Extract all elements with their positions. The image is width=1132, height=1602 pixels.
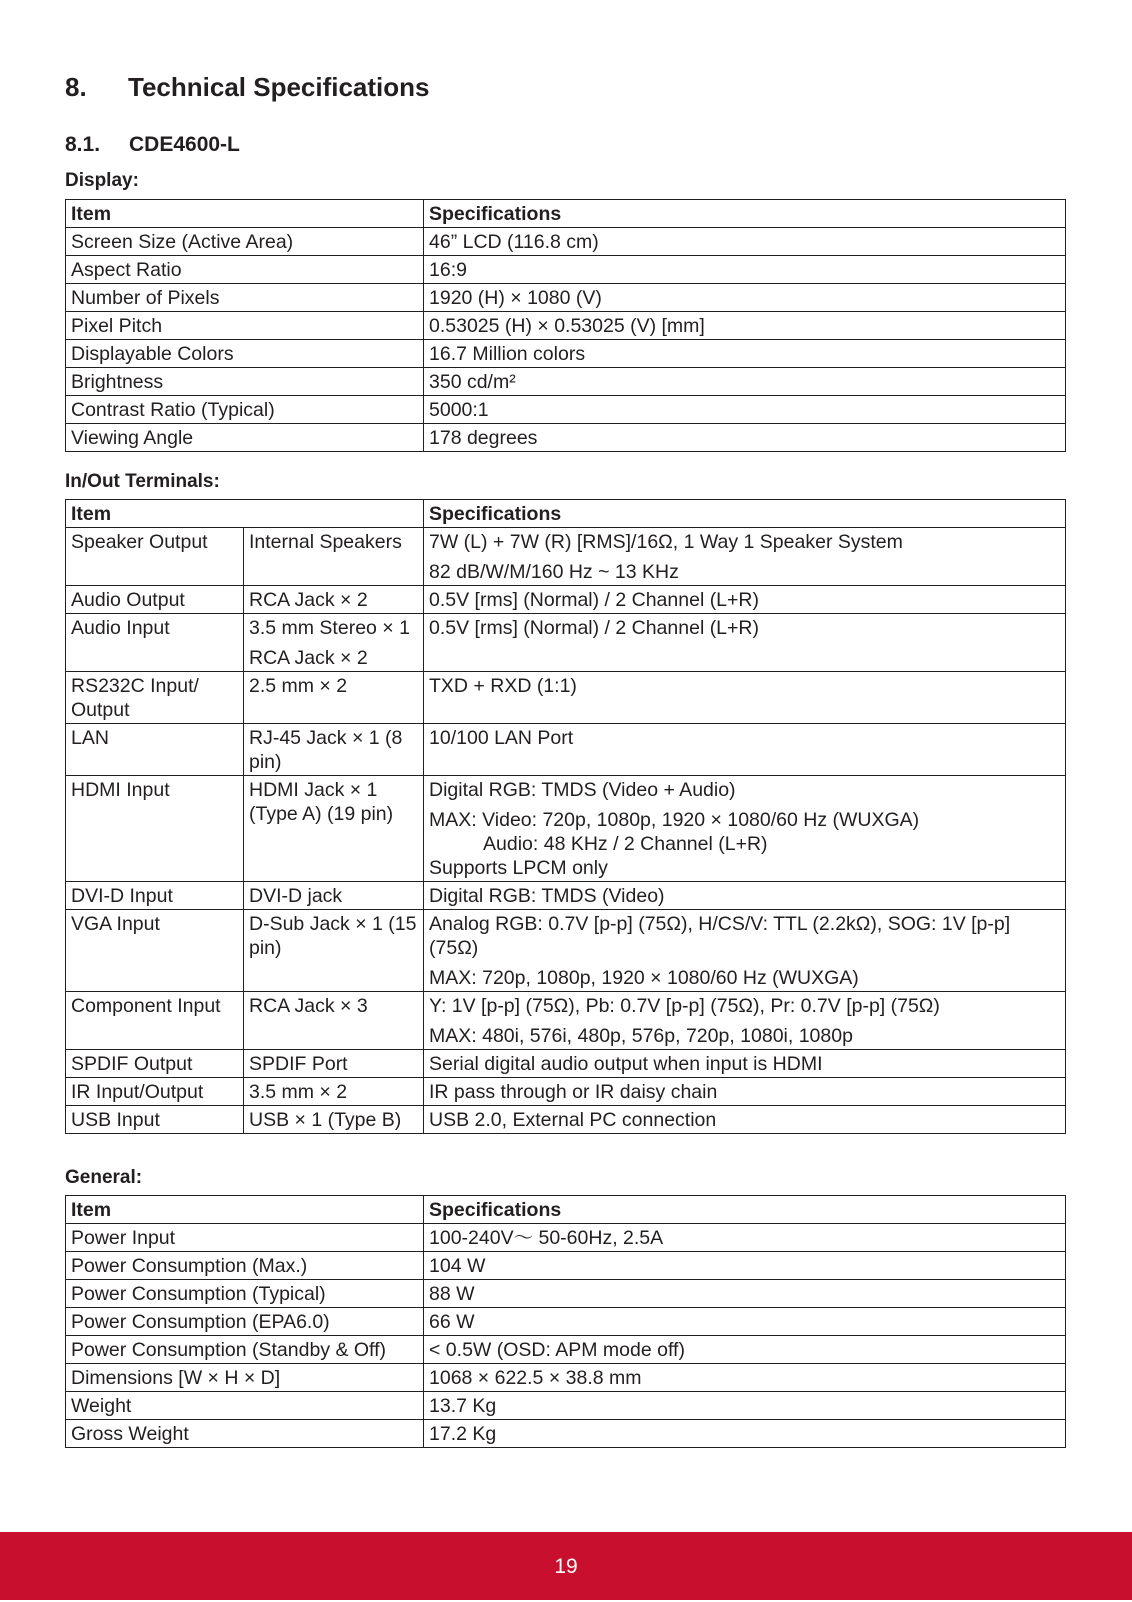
item-cell: Pixel Pitch <box>66 312 424 340</box>
header-spec: Specifications <box>424 500 1066 528</box>
table-row <box>66 1252 1066 1280</box>
item-cell: Number of Pixels <box>66 284 424 312</box>
spec-line: Analog RGB: 0.7V [p-p] (75Ω), H/CS/V: TTL (2.2kΩ), SOG: 1V [p-p] (75Ω) <box>429 913 1011 959</box>
spec-cell: 46” LCD (116.8 cm) <box>424 228 1066 256</box>
general-spec-table <box>65 1195 1066 1448</box>
header-item: Item <box>66 200 424 228</box>
spec-line: MAX: 480i, 576i, 480p, 576p, 720p, 1080i, 1080p <box>429 1025 853 1047</box>
item-cell: Audio Output <box>66 586 244 614</box>
spec-line: 10/100 LAN Port <box>429 727 574 749</box>
spec-cell: 104 W <box>424 1252 1066 1280</box>
table-row <box>66 724 1066 776</box>
item-cell: Dimensions [W × H × D] <box>66 1364 424 1392</box>
port-line: 3.5 mm × 2 <box>249 1081 348 1103</box>
table-row <box>66 1420 1066 1448</box>
spec-line: TXD + RXD (1:1) <box>429 675 577 697</box>
spec-cell <box>424 776 1066 882</box>
model-name: CDE4600-L <box>129 133 240 156</box>
display-spec-table <box>65 199 1066 452</box>
port-cell <box>244 528 424 586</box>
port-line: 3.5 mm Stereo × 1 <box>249 617 410 639</box>
port-line: HDMI Jack × 1 (Type A) (19 pin) <box>249 779 394 825</box>
item-cell: Power Consumption (Typical) <box>66 1280 424 1308</box>
table-row <box>66 396 1066 424</box>
table-row <box>66 910 1066 992</box>
spec-cell: 1920 (H) × 1080 (V) <box>424 284 1066 312</box>
table-row <box>66 368 1066 396</box>
table-row <box>66 672 1066 724</box>
item-cell: Brightness <box>66 368 424 396</box>
spec-line: 0.5V [rms] (Normal) / 2 Channel (L+R) <box>429 589 759 611</box>
general-section-label: General: <box>65 1167 143 1188</box>
item-cell: LAN <box>66 724 244 776</box>
spec-cell: 178 degrees <box>424 424 1066 452</box>
item-cell: Audio Input <box>66 614 244 672</box>
spec-cell: 17.2 Kg <box>424 1420 1066 1448</box>
item-cell: DVI-D Input <box>66 882 244 910</box>
spec-cell <box>424 528 1066 586</box>
spec-line: MAX: 720p, 1080p, 1920 × 1080/60 Hz (WUXGA) <box>429 967 859 989</box>
port-cell <box>244 1106 424 1134</box>
spec-line: 0.5V [rms] (Normal) / 2 Channel (L+R) <box>429 617 759 639</box>
table-row <box>66 340 1066 368</box>
spec-line: 82 dB/W/M/160 Hz ~ 13 KHz <box>429 561 679 583</box>
item-cell: Power Consumption (Standby & Off) <box>66 1336 424 1364</box>
spec-line: USB 2.0, External PC connection <box>429 1109 717 1131</box>
port-line: USB × 1 (Type B) <box>249 1109 402 1131</box>
spec-cell <box>424 1106 1066 1134</box>
spec-line: MAX: Video: 720p, 1080p, 1920 × 1080/60 Hz (WUXGA) <box>429 809 920 831</box>
header-spec: Specifications <box>424 200 1066 228</box>
table-row <box>66 228 1066 256</box>
subsection-title <box>65 133 240 157</box>
spec-line: Supports LPCM only <box>429 857 608 879</box>
table-header-row <box>66 500 1066 528</box>
table-row <box>66 1224 1066 1252</box>
spec-cell: < 0.5W (OSD: APM mode off) <box>424 1336 1066 1364</box>
spec-cell: 1068 × 622.5 × 38.8 mm <box>424 1364 1066 1392</box>
port-line: SPDIF Port <box>249 1053 348 1075</box>
spec-cell <box>424 586 1066 614</box>
table-header-row <box>66 200 1066 228</box>
table-row <box>66 1106 1066 1134</box>
port-cell <box>244 724 424 776</box>
port-line: RCA Jack × 2 <box>249 647 368 669</box>
spec-cell <box>424 1078 1066 1106</box>
page-number: 19 <box>554 1555 578 1578</box>
header-item: Item <box>66 1196 424 1224</box>
table-row <box>66 1392 1066 1420</box>
spec-cell: 5000:1 <box>424 396 1066 424</box>
table-row <box>66 312 1066 340</box>
spec-cell: 16.7 Million colors <box>424 340 1066 368</box>
section-title: Technical Specifications <box>128 72 430 102</box>
spec-cell: 13.7 Kg <box>424 1392 1066 1420</box>
port-cell <box>244 614 424 672</box>
table-row <box>66 586 1066 614</box>
spec-cell <box>424 724 1066 776</box>
item-cell: RS232C Input/ Output <box>66 672 244 724</box>
item-cell: Weight <box>66 1392 424 1420</box>
table-row <box>66 1078 1066 1106</box>
spec-cell <box>424 992 1066 1050</box>
port-line: 2.5 mm × 2 <box>249 675 348 697</box>
item-cell: SPDIF Output <box>66 1050 244 1078</box>
item-cell: Screen Size (Active Area) <box>66 228 424 256</box>
spec-cell <box>424 672 1066 724</box>
page-title <box>65 72 430 103</box>
terminals-section-label: In/Out Terminals: <box>65 471 220 492</box>
spec-line: Digital RGB: TMDS (Video + Audio) <box>429 779 736 801</box>
port-cell <box>244 1078 424 1106</box>
table-row <box>66 1280 1066 1308</box>
page-footer <box>0 1532 1132 1600</box>
table-row <box>66 614 1066 672</box>
item-cell: Power Input <box>66 1224 424 1252</box>
spec-cell: 100-240V〜 50-60Hz, 2.5A <box>424 1224 1066 1252</box>
port-line: RCA Jack × 3 <box>249 995 368 1017</box>
port-line: RJ-45 Jack × 1 (8 pin) <box>249 727 403 773</box>
port-cell <box>244 776 424 882</box>
table-row <box>66 256 1066 284</box>
port-line: D-Sub Jack × 1 (15 pin) <box>249 913 417 959</box>
spec-line: IR pass through or IR daisy chain <box>429 1081 718 1103</box>
table-row <box>66 528 1066 586</box>
table-row <box>66 1364 1066 1392</box>
spec-line: Audio: 48 KHz / 2 Channel (L+R) <box>483 833 768 855</box>
table-row <box>66 776 1066 882</box>
item-cell: Displayable Colors <box>66 340 424 368</box>
port-cell <box>244 992 424 1050</box>
port-line: DVI-D jack <box>249 885 343 907</box>
table-row <box>66 992 1066 1050</box>
item-cell: Power Consumption (Max.) <box>66 1252 424 1280</box>
spec-cell: 350 cd/m² <box>424 368 1066 396</box>
spec-cell: 66 W <box>424 1308 1066 1336</box>
spec-line: Digital RGB: TMDS (Video) <box>429 885 665 907</box>
spec-cell <box>424 1050 1066 1078</box>
item-cell: Speaker Output <box>66 528 244 586</box>
table-row <box>66 284 1066 312</box>
spec-line: 7W (L) + 7W (R) [RMS]/16Ω, 1 Way 1 Speaker System <box>429 531 903 553</box>
display-section-label: Display: <box>65 170 139 191</box>
port-cell <box>244 1050 424 1078</box>
item-cell: Contrast Ratio (Typical) <box>66 396 424 424</box>
table-row <box>66 1308 1066 1336</box>
spec-line: Y: 1V [p-p] (75Ω), Pb: 0.7V [p-p] (75Ω), Pr: 0.7V [p-p] (75Ω) <box>429 995 940 1017</box>
table-row <box>66 424 1066 452</box>
port-cell <box>244 672 424 724</box>
table-row <box>66 1336 1066 1364</box>
item-cell: VGA Input <box>66 910 244 992</box>
item-cell: Aspect Ratio <box>66 256 424 284</box>
spec-cell <box>424 882 1066 910</box>
item-cell: Power Consumption (EPA6.0) <box>66 1308 424 1336</box>
terminals-spec-table <box>65 499 1066 1134</box>
port-cell <box>244 586 424 614</box>
item-cell: Gross Weight <box>66 1420 424 1448</box>
spec-line: Serial digital audio output when input is HDMI <box>429 1053 823 1075</box>
spec-cell <box>424 614 1066 672</box>
header-item: Item <box>66 500 424 528</box>
spec-cell: 88 W <box>424 1280 1066 1308</box>
port-line: Internal Speakers <box>249 531 402 553</box>
spec-cell: 0.53025 (H) × 0.53025 (V) [mm] <box>424 312 1066 340</box>
spec-cell <box>424 910 1066 992</box>
section-number: 8. <box>65 72 87 102</box>
table-row <box>66 882 1066 910</box>
item-cell: IR Input/Output <box>66 1078 244 1106</box>
port-line: RCA Jack × 2 <box>249 589 368 611</box>
subsection-number: 8.1. <box>65 133 101 156</box>
port-cell <box>244 882 424 910</box>
header-spec: Specifications <box>424 1196 1066 1224</box>
item-cell: USB Input <box>66 1106 244 1134</box>
item-cell: HDMI Input <box>66 776 244 882</box>
port-cell <box>244 910 424 992</box>
table-header-row <box>66 1196 1066 1224</box>
item-cell: Component Input <box>66 992 244 1050</box>
table-row <box>66 1050 1066 1078</box>
spec-cell: 16:9 <box>424 256 1066 284</box>
item-cell: Viewing Angle <box>66 424 424 452</box>
